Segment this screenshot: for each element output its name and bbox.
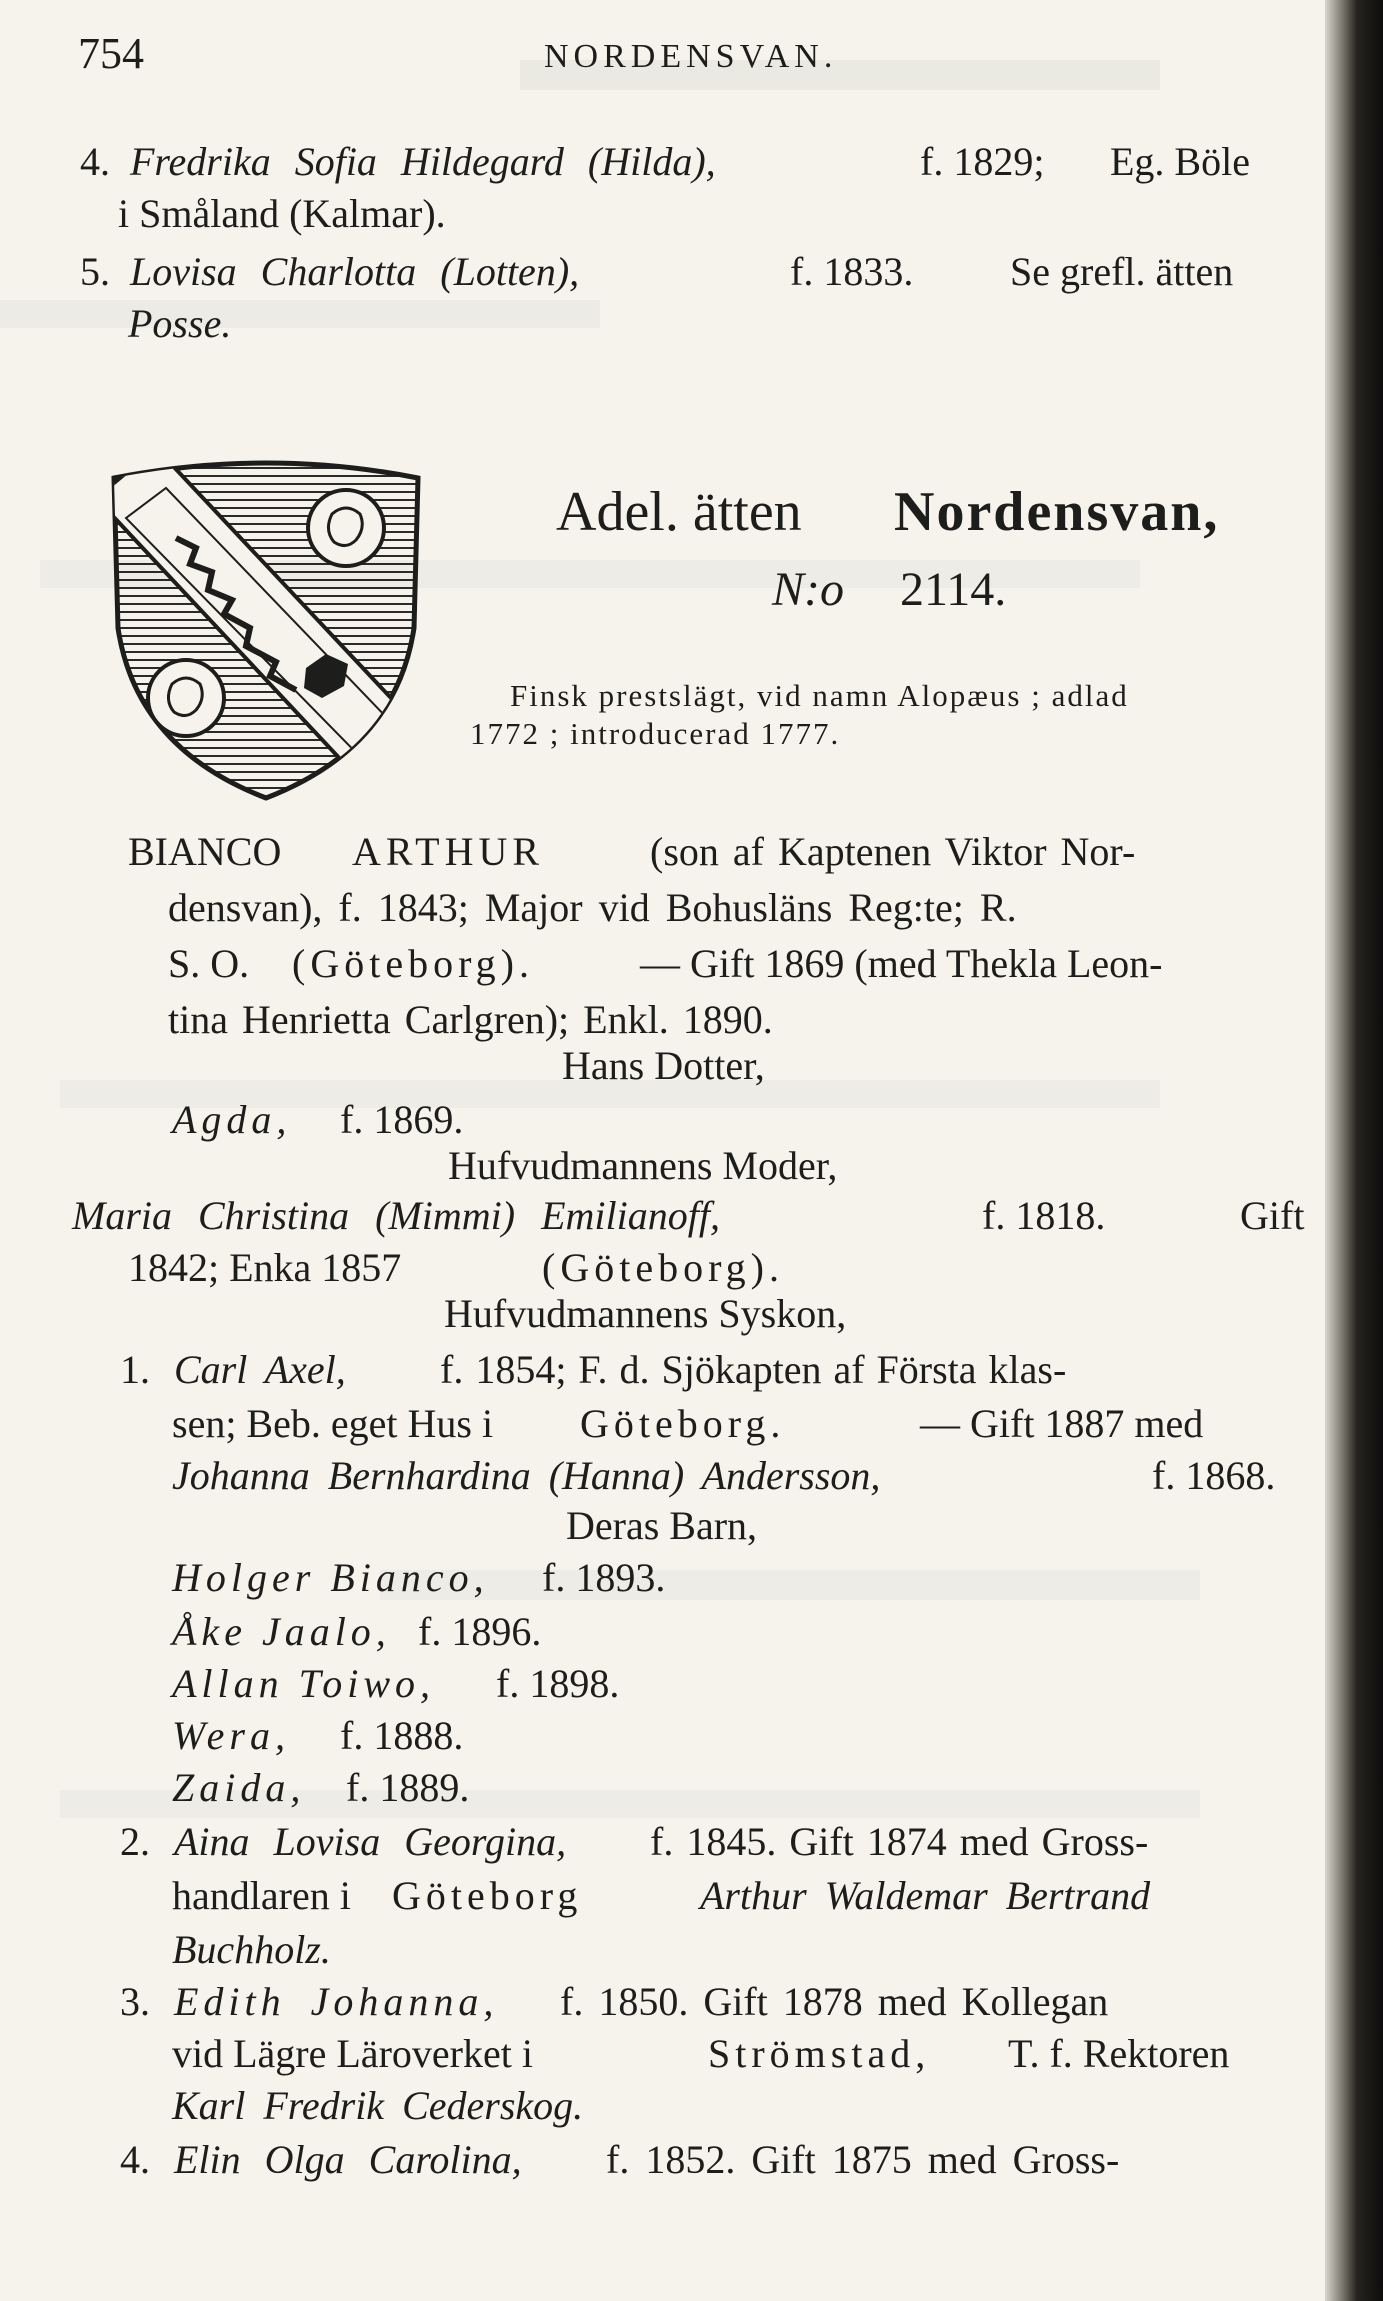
child-born: f. 1893. (542, 1555, 666, 1600)
sibling-line-1: f. 1850. Gift 1878 med Kollegan (560, 1979, 1109, 2024)
child-name: Allan Toiwo, (172, 1661, 436, 1706)
sibling-spouse: Arthur Waldemar Bertrand (700, 1873, 1151, 1918)
head-line-2: densvan), f. 1843; Major vid Bohusläns Reg:te; R. (168, 885, 1017, 930)
children-heading: Deras Barn, (566, 1503, 758, 1548)
running-title: NORDENSVAN. (544, 38, 838, 75)
entry-born: f. 1833. (790, 249, 914, 294)
mother-name: Maria Christina (Mimmi) Emilianoff, (72, 1193, 720, 1238)
sibling-line-2: handlaren i (172, 1873, 351, 1918)
mother-city: (Göteborg). (542, 1245, 784, 1290)
head-given-name: ARTHUR (352, 829, 545, 874)
child-born: f. 1888. (340, 1713, 464, 1758)
head-first-name: BIANCO (128, 829, 282, 874)
entry-continuation: Posse. (128, 301, 232, 346)
sibling-line-3: Karl Fredrik Cederskog. (172, 2083, 584, 2128)
family-number: 2114. (900, 563, 1007, 616)
head-line-1: (son af Kaptenen Viktor Nor- (650, 829, 1136, 874)
daughter-born: f. 1869. (340, 1097, 464, 1142)
sibling-city: Göteborg (392, 1873, 583, 1918)
sibling-city: Göteborg. (580, 1401, 786, 1446)
entry-number: 4. (80, 139, 110, 184)
sibling-number: 2. (120, 1819, 150, 1864)
sibling-line-2-rest: — Gift 1887 med (920, 1401, 1204, 1446)
family-desc-2: 1772 ; introducerad 1777. (470, 716, 841, 751)
daughter-name: Agda, (172, 1097, 292, 1142)
head-city: (Göteborg). (292, 941, 534, 986)
number-label: N:o (772, 563, 844, 616)
mother-gift: Gift (1240, 1193, 1305, 1238)
sibling-spouse-born: f. 1868. (1152, 1453, 1276, 1498)
daughter-heading: Hans Dotter, (562, 1043, 765, 1088)
sibling-line-1: f. 1852. Gift 1875 med Gross- (606, 2137, 1120, 2182)
sibling-number: 3. (120, 1979, 150, 2024)
book-spine-shadow (1325, 0, 1383, 2301)
family-name: Nordensvan, (894, 481, 1220, 543)
sibling-name: Edith Johanna, (174, 1979, 499, 2024)
child-name: Åke Jaalo, (172, 1609, 391, 1654)
head-line-4: tina Henrietta Carlgren); Enkl. 1890. (168, 997, 773, 1042)
sibling-line-2: vid Lägre Läroverket i (172, 2031, 533, 2076)
child-born: f. 1898. (496, 1661, 620, 1706)
sibling-line-2-rest: T. f. Rektoren (1008, 2031, 1230, 2076)
child-born: f. 1889. (346, 1765, 470, 1810)
sibling-name: Elin Olga Carolina, (174, 2137, 522, 2182)
family-desc-1: Finsk prestslägt, vid namn Alopæus ; adlad (510, 678, 1129, 713)
entry-note: Se grefl. ätten (1010, 249, 1234, 294)
child-name: Holger Bianco, (172, 1555, 489, 1600)
coat-of-arms-icon (96, 448, 438, 808)
entry-name: Lovisa Charlotta (Lotten), (130, 249, 580, 294)
entry-continuation: i Småland (Kalmar). (118, 191, 446, 236)
child-name: Zaida, (172, 1765, 306, 1810)
sibling-line-1: f. 1854; F. d. Sjökapten af Första klas- (440, 1347, 1067, 1392)
entry-number: 5. (80, 249, 110, 294)
entry-note: Eg. Böle (1110, 139, 1250, 184)
sibling-city: Strömstad, (708, 2031, 931, 2076)
head-line-3-rest: — Gift 1869 (med Thekla Leon- (640, 941, 1163, 986)
sibling-spouse: Johanna Bernhardina (Hanna) Andersson, (172, 1453, 881, 1498)
title-prefix: Adel. ätten (556, 481, 802, 543)
entry-name: Fredrika Sofia Hildegard (Hilda), (130, 139, 716, 184)
entry-born: f. 1829; (920, 139, 1045, 184)
mother-heading: Hufvudmannens Moder, (448, 1143, 838, 1188)
mother-born: f. 1818. (982, 1193, 1106, 1238)
sibling-name: Carl Axel, (174, 1347, 346, 1392)
child-name: Wera, (172, 1713, 290, 1758)
siblings-heading: Hufvudmannens Syskon, (444, 1291, 847, 1336)
sibling-name: Aina Lovisa Georgina, (174, 1819, 567, 1864)
sibling-line-1: f. 1845. Gift 1874 med Gross- (650, 1819, 1149, 1864)
child-born: f. 1896. (418, 1609, 542, 1654)
sibling-number: 4. (120, 2137, 150, 2182)
sibling-number: 1. (120, 1347, 150, 1392)
page-number: 754 (78, 29, 144, 78)
head-line-3-pre: S. O. (168, 941, 250, 986)
mother-line-2: 1842; Enka 1857 (128, 1245, 402, 1290)
sibling-line-3: Buchholz. (172, 1927, 331, 1972)
sibling-line-2: sen; Beb. eget Hus i (172, 1401, 494, 1446)
